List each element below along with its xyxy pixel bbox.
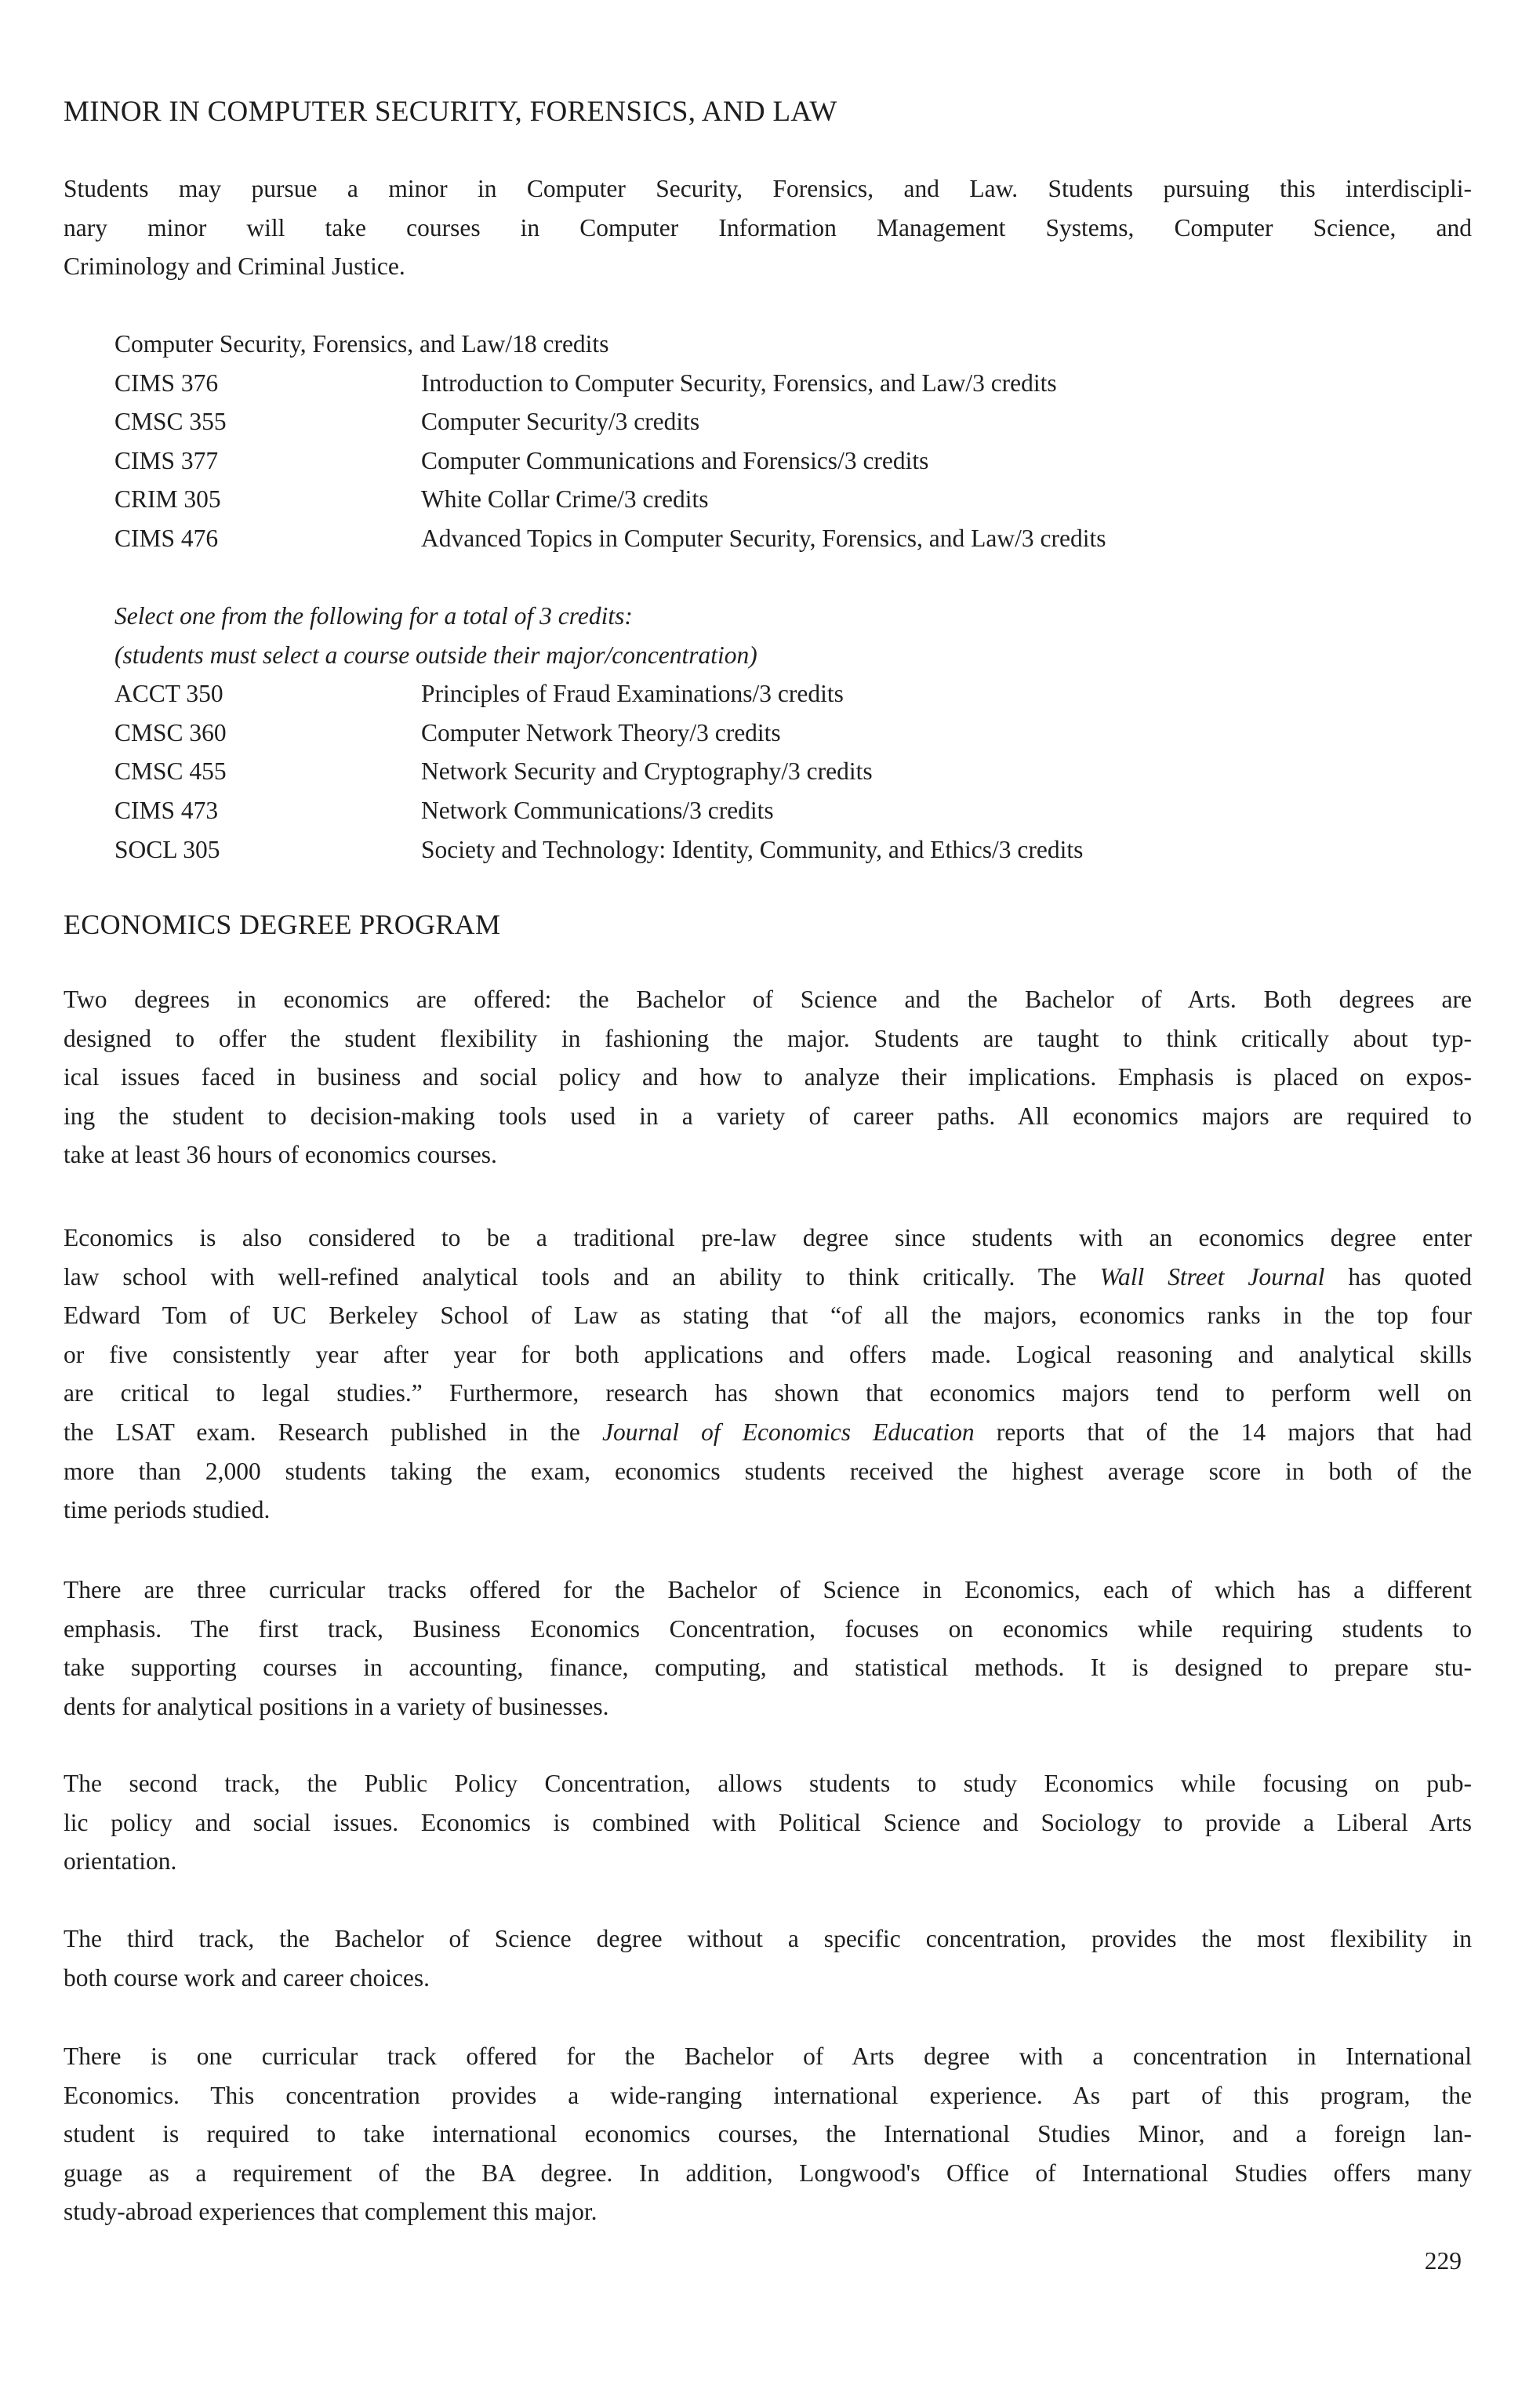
paragraph-line [64,2154,1472,2193]
course-code: CIMS 376 [114,369,219,397]
elective-note: Select one from the following for a total of 3 credits: [114,602,633,630]
required-courses-table [114,325,1106,558]
italic-title: Wall Street Journal [1099,1262,1325,1291]
text-run: The third track, the Bachelor of Science degree without a specific concentration, provides the most flexibility in [64,1925,1472,1952]
text-run: Students may pursue a minor in Computer Security, Forensics, and Law. Students pursuing this interdiscipli- [64,175,1472,202]
course-title: Network Security and Cryptography/3 credits [421,757,873,786]
paragraph-line [64,1648,1472,1687]
text-run: take at least 36 hours of economics courses. [64,1141,497,1169]
text-run: guage as a requirement of the BA degree. In addition, Longwood's Office of International Studies offers many [64,2159,1472,2187]
course-code: CIMS 377 [114,446,219,474]
page-number: 229 [1424,2247,1462,2275]
course-row [114,519,1106,558]
text-run: are critical to legal studies.” Furthermore, research has shown that economics majors tend to perform well on [64,1379,1472,1407]
paragraph-line [64,1296,1472,1335]
paragraph-line [64,1687,1472,1727]
paragraph-line [64,209,1472,248]
economics-paragraph-4 [64,1764,1472,1881]
paragraph-line [64,2037,1472,2076]
text-run: nary minor will take courses in Computer Information Management Systems, Computer Science, and [64,213,1472,241]
minor-heading: MINOR IN COMPUTER SECURITY, FORENSICS, AND LAW [64,96,837,128]
course-row [114,441,929,481]
text-run: law school with well-refined analytical tools and an ability to think critically. The [64,1262,1100,1291]
course-row [114,752,873,791]
course-row [114,830,1084,870]
economics-paragraph-3 [64,1570,1472,1726]
text-run: There is one curricular track offered for the Bachelor of Arts degree with a concentration in International [64,2042,1472,2070]
text-run: Economics. This concentration provides a wide-ranging international experience. As part of this program, the [64,2081,1472,2109]
text-run: lic policy and social issues. Economics is combined with Political Science and Sociology to provide a Liberal Arts [64,1808,1472,1836]
paragraph-line [64,1452,1472,1491]
course-row [114,480,709,519]
minor-intro-paragraph [64,169,1472,286]
paragraph-line [64,169,1472,209]
course-title: Computer Network Theory/3 credits [421,718,781,746]
text-run: Two degrees in economics are offered: the Bachelor of Science and the Bachelor of Arts. Both degrees are [64,986,1472,1013]
text-run: There are three curricular tracks offered for the Bachelor of Science in Economics, each of which has a different [64,1576,1472,1603]
text-run: ing the student to decision-making tools used in a variety of career paths. All economics majors are required to [64,1102,1472,1130]
course-code: CMSC 360 [114,718,227,746]
text-run: orientation. [64,1847,177,1875]
paragraph-line [64,980,1472,1019]
paragraph-line [64,1335,1472,1374]
text-run: the LSAT exam. Research published in the [64,1418,603,1446]
required-credits-header: Computer Security, Forensics, and Law/18 credits [114,330,609,358]
course-code: CRIM 305 [114,485,221,514]
paragraph-line [64,1374,1472,1413]
elective-courses-table [114,597,1084,869]
text-run: reports that of the 14 majors that had [974,1418,1472,1446]
course-code: ACCT 350 [114,680,223,708]
paragraph-line [64,2192,1472,2231]
course-title: Introduction to Computer Security, Forensics, and Law/3 credits [421,369,1057,397]
paragraph-line [64,1610,1472,1649]
paragraph-line [64,1959,1472,1998]
course-row [114,402,700,441]
text-run: The second track, the Public Policy Concentration, allows students to study Economics while focusing on pub- [64,1770,1472,1797]
paragraph-line [64,1019,1472,1058]
paragraph-line [64,1413,1472,1452]
text-run: Economics is also considered to be a traditional pre-law degree since students with an economics degree enter [64,1224,1472,1251]
text-run: dents for analytical positions in a variety of businesses. [64,1692,609,1720]
required-course-list [114,364,1106,558]
paragraph-line [64,247,1472,286]
text-run: student is required to take international economics courses, the International Studies Minor, and a foreign lan- [64,2120,1472,2148]
text-run: more than 2,000 students taking the exam, economics students received the highest average score in both of the [64,1457,1472,1485]
text-run: both course work and career choices. [64,1963,430,1992]
paragraph-line [64,1097,1472,1136]
text-run: time periods studied. [64,1496,271,1524]
text-run: Criminology and Criminal Justice. [64,252,405,281]
course-row [114,364,1057,403]
paragraph-line [64,1058,1472,1097]
course-code: CIMS 473 [114,796,219,824]
economics-paragraph-5 [64,1919,1472,1997]
paragraph-line [64,1218,1472,1258]
course-title: Advanced Topics in Computer Security, Forensics, and Law/3 credits [421,524,1106,552]
course-code: SOCL 305 [114,835,220,863]
text-run: study-abroad experiences that complement this major. [64,2198,597,2226]
paragraph-line [64,1570,1472,1610]
course-title: Computer Communications and Forensics/3 credits [421,446,929,474]
paragraph-line [64,1135,1472,1175]
course-code: CMSC 455 [114,757,227,786]
italic-title: Journal of Economics Education [602,1418,975,1446]
course-row [114,714,781,753]
course-title: Society and Technology: Identity, Community, and Ethics/3 credits [421,835,1084,863]
course-title: White Collar Crime/3 credits [421,485,709,514]
course-row [114,791,774,830]
text-run: ical issues faced in business and social policy and how to analyze their implications. Emphasis is placed on expos- [64,1063,1472,1091]
text-run: emphasis. The first track, Business Economics Concentration, focuses on economics while requiring students to [64,1614,1472,1643]
course-title: Network Communications/3 credits [421,796,774,824]
paragraph-line [64,1803,1472,1843]
course-title: Principles of Fraud Examinations/3 credits [421,680,844,708]
paragraph-line [64,1842,1472,1881]
economics-paragraph-6 [64,2037,1472,2231]
economics-heading: ECONOMICS DEGREE PROGRAM [64,909,501,940]
text-run: has quoted [1324,1262,1472,1291]
economics-paragraph-1 [64,980,1472,1175]
paragraph-line [64,1764,1472,1803]
elective-course-list [114,674,1084,869]
paragraph-line [64,2115,1472,2154]
paragraph-line [64,2076,1472,2115]
paragraph-line [64,1919,1472,1959]
text-run: take supporting courses in accounting, finance, computing, and statistical methods. It is designed to prepare stu- [64,1654,1472,1682]
paragraph-line [64,1491,1472,1530]
paragraph-line [64,1258,1472,1297]
text-run: or five consistently year after year for both applications and offers made. Logical reasoning and analytical skills [64,1340,1472,1368]
course-code: CIMS 476 [114,524,219,552]
text-run: Edward Tom of UC Berkeley School of Law as stating that “of all the majors, economics ranks in the top four [64,1302,1472,1330]
course-row [114,674,844,714]
course-title: Computer Security/3 credits [421,408,700,436]
elective-restriction-note: (students must select a course outside their major/concentration) [114,641,757,669]
economics-paragraph-2 [64,1218,1472,1530]
text-run: designed to offer the student flexibility in fashioning the major. Students are taught to think critically about typ- [64,1024,1472,1052]
course-code: CMSC 355 [114,408,227,436]
